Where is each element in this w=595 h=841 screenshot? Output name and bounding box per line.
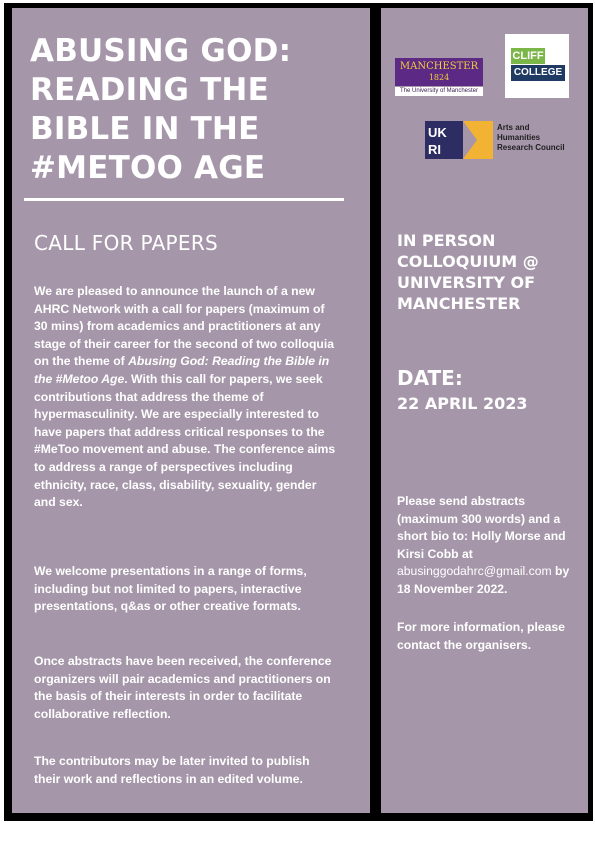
- right-panel: [381, 8, 588, 813]
- ukri-line: Humanities: [497, 133, 541, 142]
- manchester-logo: [395, 58, 483, 96]
- manchester-year: 1824: [428, 73, 450, 82]
- ukri-logo: [425, 121, 581, 159]
- manchester-caption: The University of Manchester: [395, 87, 483, 96]
- formats-paragraph: We welcome presentations in a range of forms, including but not limited to papers, interactive presentations, q&as or other creative formats.: [34, 564, 307, 614]
- title-divider: [24, 198, 344, 201]
- date-value: 22 APRIL 2023: [397, 394, 528, 413]
- title-line: READING THE: [30, 72, 269, 108]
- more-info-text: For more information, please contact the organisers.: [397, 620, 565, 652]
- ukri-line: Arts and: [497, 123, 530, 132]
- left-panel: [12, 8, 370, 813]
- ukri-council-name: [497, 123, 581, 153]
- title-line: BIBLE IN THE: [30, 111, 260, 147]
- college-word: COLLEGE: [511, 65, 565, 81]
- abstract-instructions: [397, 493, 579, 599]
- pairing-paragraph: Once abstracts have been received, the conference organizers will pair academics and practitioners on the basis of their interests in order to facilitate collaborative reflection.: [34, 654, 332, 721]
- cliff-college-logo: [505, 34, 569, 98]
- cliff-word: CLIFF: [512, 50, 544, 62]
- venue-line: MANCHESTER: [397, 294, 521, 313]
- svg-text:UK: UK: [428, 125, 447, 140]
- abstract-text: Please send abstracts (maximum 300 words) and a short bio to: Holly Morse and Kirsi Cobb at: [397, 494, 566, 561]
- svg-text:RI: RI: [428, 142, 441, 157]
- venue-line: UNIVERSITY OF: [397, 273, 536, 292]
- manchester-wordmark: MANCHESTER: [399, 61, 479, 72]
- ukri-line: Research Council: [497, 143, 565, 152]
- manchester-logo-mark: [395, 58, 483, 86]
- theme-keyword: hypermasculinity: [34, 407, 135, 422]
- venue-line: IN PERSON: [397, 231, 496, 250]
- intro-text: We are pleased to announce the launch of a new AHRC Network with a call for papers (maximum of 30 mins) from academics and practitioners at any stage of their career for the second of two colloquia on the theme of: [34, 284, 334, 369]
- call-for-papers-heading: CALL FOR PAPERS: [34, 231, 219, 255]
- intro-text-end: . We are especially interested to have papers that address critical responses to the #MeToo movement and abuse. The conference aims to address a range of perspectives including ethnicity, race, class, disability, sexuality, gender and sex.: [34, 407, 336, 510]
- intro-text-continued: . With this call for papers, we seek contributions that address the theme of: [34, 371, 323, 404]
- venue-heading: [397, 230, 577, 314]
- ukri-mark-icon: [425, 121, 493, 159]
- theme-title: Abusing God: Reading the Bible in the #Metoo Age: [34, 354, 330, 386]
- title-line: ABUSING GOD:: [30, 33, 292, 69]
- abstract-deadline: by 18 November 2022.: [397, 564, 570, 596]
- contact-email: abusinggodahrc@gmail.com: [397, 564, 552, 579]
- venue-line: COLLOQUIUM @: [397, 252, 539, 271]
- title-line: #METOO AGE: [30, 150, 266, 186]
- publication-paragraph: The contributors may be later invited to publish their work and reflections in an edited volume.: [34, 754, 310, 786]
- date-label: DATE:: [397, 366, 463, 390]
- intro-paragraph: [34, 283, 336, 512]
- poster-title: [30, 32, 360, 188]
